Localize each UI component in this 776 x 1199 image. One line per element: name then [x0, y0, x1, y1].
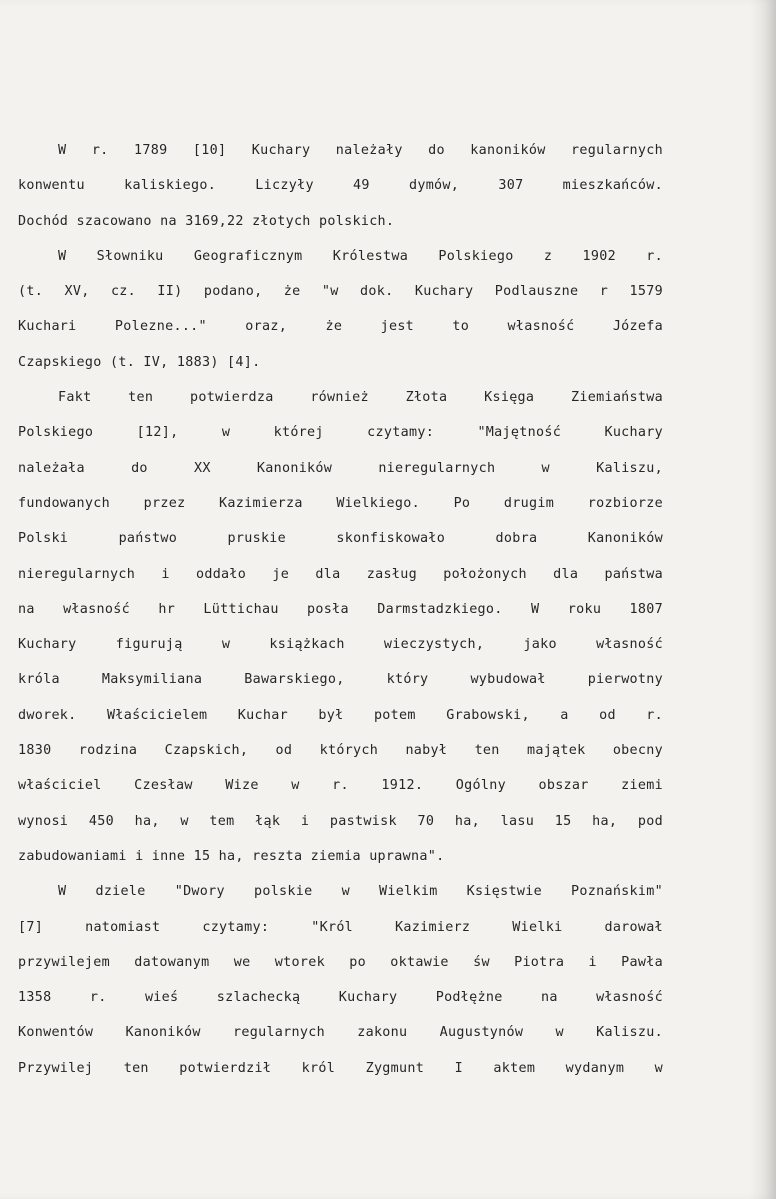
text-line: W r. 1789 [10] Kuchary należały do kanoników regularnych: [58, 143, 663, 158]
text-line: (t. XV, cz. II) podano, że "w dok. Kuchary Podlauszne r 1579: [18, 284, 663, 300]
text-line: 1830 rodzina Czapskich, od których nabył ten majątek obecny: [18, 743, 663, 759]
text-line: Fakt ten potwierdza również Złota Księga Ziemiaństwa: [58, 390, 663, 406]
body-text: [18, 133, 663, 1086]
text-line: W Słowniku Geograficznym Królestwa Polskiego z 1902 r.: [58, 248, 663, 264]
text-line: W dziele "Dwory polskie w Wielkim Księstwie Poznańskim": [58, 884, 663, 900]
text-line: właściciel Czesław Wize w r. 1912. Ogólny obszar ziemi: [18, 778, 663, 794]
text-line: zabudowaniami i inne 15 ha, reszta ziemia uprawna".: [18, 848, 445, 864]
text-line: Przywilej ten potwierdził król Zygmunt I aktem wydanym w: [18, 1060, 663, 1076]
text-line: Polski państwo pruskie skonfiskowało dobra Kanoników: [18, 531, 663, 547]
text-line: króla Maksymiliana Bawarskiego, który wybudował pierwotny: [18, 672, 663, 688]
text-line: przywilejem datowanym we wtorek po oktawie św Piotra i Pawła: [18, 954, 663, 970]
text-line: Czapskiego (t. IV, 1883) [4].: [18, 354, 261, 370]
text-line: nieregularnych i oddało je dla zasług położonych dla państwa: [18, 566, 663, 582]
text-line: wynosi 450 ha, w tem łąk i pastwisk 70 ha, lasu 15 ha, pod: [18, 813, 663, 829]
text-line: Polskiego [12], w której czytamy: "Majętność Kuchary: [18, 425, 663, 441]
text-line: należała do XX Kanoników nieregularnych w Kaliszu,: [18, 460, 663, 476]
text-line: dworek. Właścicielem Kuchar był potem Grabowski, a od r.: [18, 707, 663, 723]
text-line: Konwentów Kanoników regularnych zakonu Augustynów w Kaliszu.: [18, 1025, 663, 1041]
text-line: na własność hr Lüttichau posła Darmstadzkiego. W roku 1807: [18, 601, 663, 617]
text-line: Kuchary figurują w książkach wieczystych, jako własność: [18, 637, 663, 653]
text-line: 1358 r. wieś szlachecką Kuchary Podłężne na własność: [18, 990, 663, 1006]
text-line: konwentu kaliskiego. Liczyły 49 dymów, 307 mieszkańców.: [18, 178, 663, 194]
text-line: Kuchari Polezne..." oraz, że jest to własność Józefa: [18, 319, 663, 335]
text-line: Dochód szacowano na 3169,22 złotych polskich.: [18, 213, 395, 229]
text-line: fundowanych przez Kazimierza Wielkiego. Po drugim rozbiorze: [18, 495, 663, 511]
text-line: [7] natomiast czytamy: "Król Kazimierz Wielki darował: [18, 919, 663, 935]
